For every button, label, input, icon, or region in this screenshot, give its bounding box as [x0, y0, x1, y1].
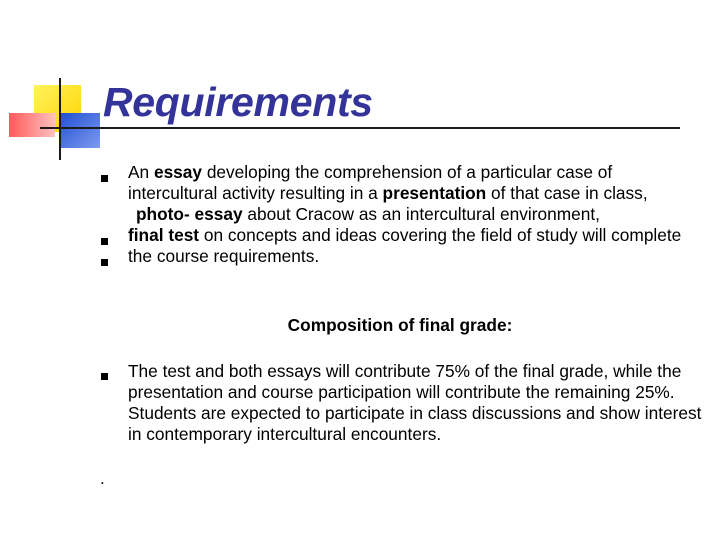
emphasis-final-test: final test: [128, 225, 200, 245]
grade-subheading: Composition of final grade:: [287, 315, 513, 335]
trailing-mark: .: [100, 469, 105, 488]
logo-blue-square: [60, 113, 100, 148]
bullet-marker: [101, 373, 108, 380]
requirement-photo-essay: photo- essay about Cracow as an intercultural environment,: [136, 204, 600, 224]
requirement-essay: An essay developing the comprehension of a particular case of intercultural activity resulting in a presentation of that case in class,: [128, 162, 648, 203]
bullet-marker: [101, 175, 108, 182]
requirement-final-test: final test on concepts and ideas covering the field of study will complete the course requirements.: [128, 225, 682, 266]
slide-title: Requirements: [103, 79, 373, 125]
emphasis-essay: essay: [153, 162, 203, 182]
requirements-block: [128, 162, 698, 267]
emphasis-photo-essay: photo- essay: [136, 204, 243, 224]
bullet-marker: [101, 238, 108, 245]
grade-composition-text: The test and both essays will contribute 75% of the final grade, while the presentation and course participation will contribute the remaining 25%. Students are expected to participate in class discussions and show interest in contemporary intercultural encounters.: [128, 361, 702, 444]
emphasis-presentation: presentation: [382, 183, 487, 203]
bullet-marker: [101, 259, 108, 266]
title-divider: [40, 127, 680, 129]
logo-red-bar: [9, 113, 55, 137]
